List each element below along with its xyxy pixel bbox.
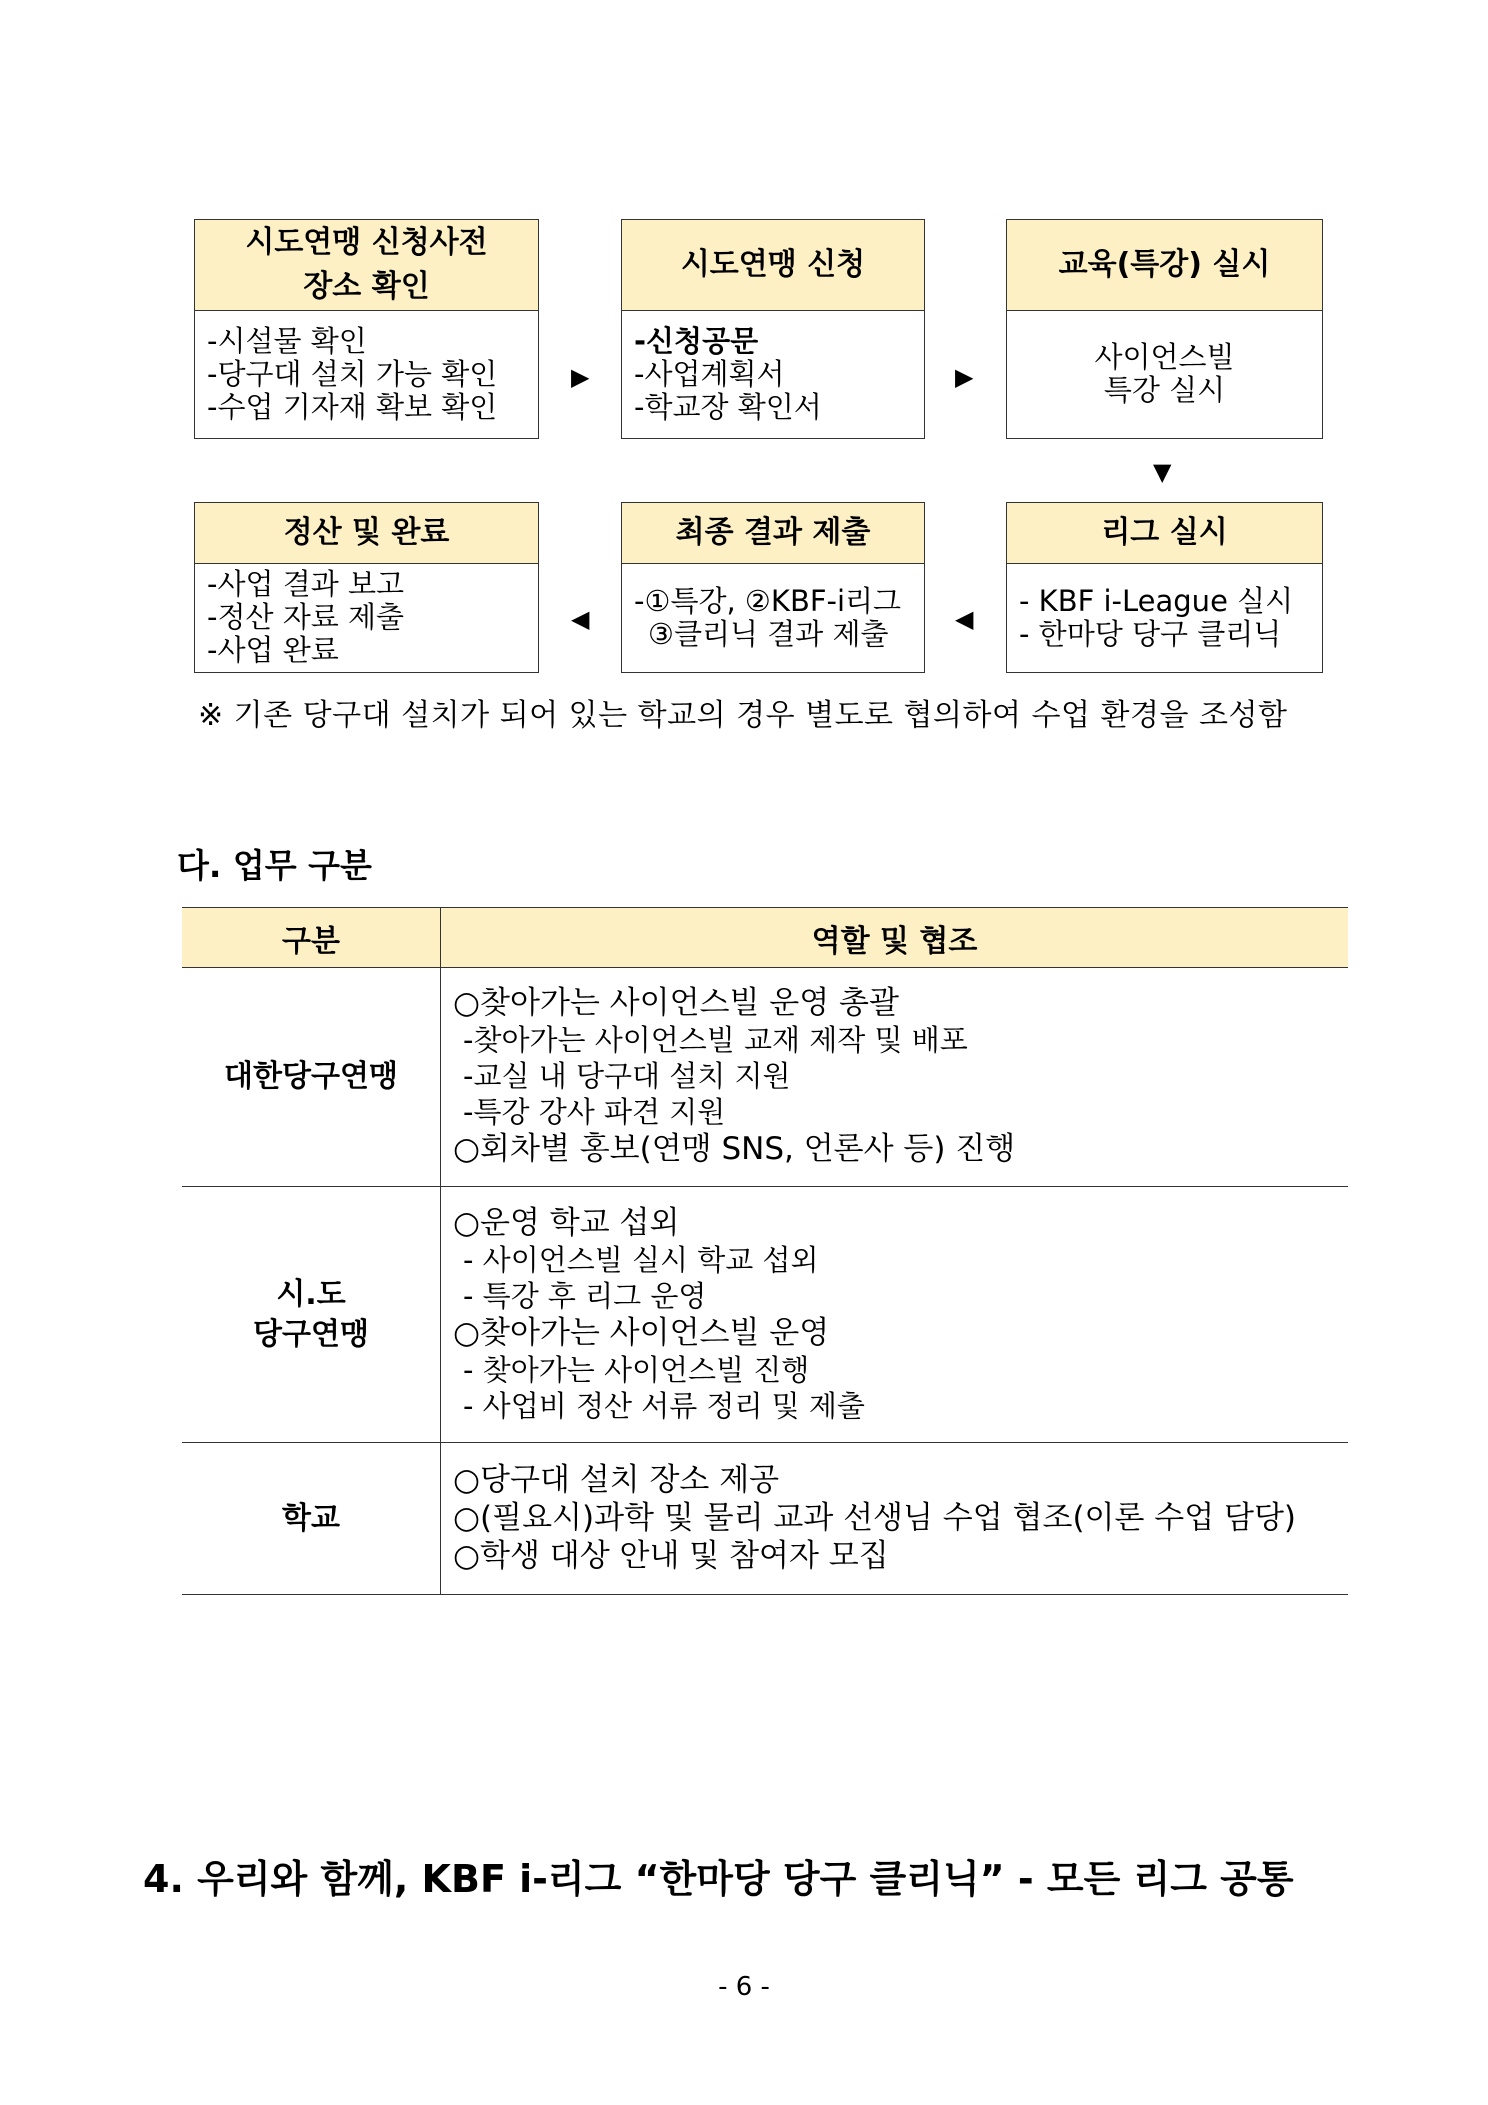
flow-item: -학교장 확인서 — [634, 389, 822, 424]
flow-step-2-title: 시도연맹 신청 — [622, 220, 924, 311]
flow-item: ③클리닉 결과 제출 — [648, 616, 889, 651]
org-cell — [182, 1443, 441, 1595]
flow-item: -수업 기자재 확보 확인 — [207, 389, 498, 424]
role-subitem: - 사이언스빌 실시 학교 섭외 — [463, 1242, 819, 1277]
flow-step-5-body — [622, 564, 924, 671]
role-subitem: -특강 강사 파견 지원 — [463, 1095, 726, 1129]
role-item: ○(필요시)과학 및 물리 교과 선생님 수업 협조(이론 수업 담당) — [453, 1499, 1297, 1536]
flow-item: -①특강, ②KBF-i리그 — [634, 583, 902, 618]
flow-step-1-title — [195, 220, 538, 311]
roles-cell — [441, 1187, 1349, 1443]
section-title: 다. 업무 구분 — [177, 846, 372, 885]
flow-step-4-body — [1007, 564, 1322, 671]
table-row — [182, 1187, 1348, 1443]
flow-step-6-title: 정산 및 완료 — [195, 503, 538, 564]
arrow-left-icon: ◀ — [571, 605, 590, 633]
flow-step-5-title: 최종 결과 제출 — [622, 503, 924, 564]
flow-item: - 한마당 당구 클리닉 — [1019, 616, 1282, 651]
flow-step-3-body — [1007, 311, 1322, 437]
role-item: ○학생 대상 안내 및 참여자 모집 — [453, 1537, 889, 1574]
role-subitem: -찾아가는 사이언스빌 교재 제작 및 배포 — [463, 1023, 968, 1057]
table-header-row — [182, 908, 1348, 968]
org-name: 시.도 — [276, 1276, 346, 1312]
role-subitem: - 특강 후 리그 운영 — [463, 1278, 707, 1313]
flow-step-2 — [621, 219, 925, 439]
role-subitem: -교실 내 당구대 설치 지원 — [463, 1059, 791, 1093]
flow-item: 특강 실시 — [1103, 373, 1226, 407]
flow-step-3-title: 교육(특강) 실시 — [1007, 220, 1322, 311]
roles-cell — [441, 1443, 1349, 1595]
table-header-category: 구분 — [182, 908, 441, 968]
flow-step-1-title-line2: 장소 확인 — [303, 269, 430, 304]
roles-table — [182, 907, 1348, 1595]
table-row — [182, 1443, 1348, 1595]
flow-item: -정산 자료 제출 — [207, 600, 404, 634]
flow-item: - KBF i-League 실시 — [1019, 583, 1294, 618]
table-row — [182, 968, 1348, 1187]
flow-step-2-body — [622, 311, 924, 437]
role-item: ○운영 학교 섭외 — [453, 1204, 680, 1241]
flow-item: 사이언스빌 — [1094, 340, 1235, 374]
page-number: - 6 - — [718, 1972, 770, 2002]
flow-item: -당구대 설치 가능 확인 — [207, 356, 498, 391]
role-subitem: - 찾아가는 사이언스빌 진행 — [463, 1352, 810, 1387]
table-header-roles: 역할 및 협조 — [441, 908, 1349, 968]
flow-step-3 — [1006, 219, 1323, 439]
roles-cell — [441, 968, 1349, 1187]
flow-note: ※ 기존 당구대 설치가 되어 있는 학교의 경우 별도로 협의하여 수업 환경을 조성함 — [198, 698, 1288, 733]
flow-step-4 — [1006, 502, 1323, 673]
roles-table-body — [182, 968, 1348, 1595]
role-item: ○찾아가는 사이언스빌 운영 — [453, 1314, 830, 1351]
flow-item: -사업계획서 — [634, 356, 785, 391]
org-name: 학교 — [282, 1500, 340, 1536]
org-name: 당구연맹 — [253, 1316, 369, 1352]
arrow-down-icon: ▼ — [1153, 458, 1172, 486]
flow-item: -신청공문 — [634, 323, 759, 358]
flow-item: -사업 결과 보고 — [207, 567, 404, 601]
flow-item: -사업 완료 — [207, 633, 339, 667]
flow-step-6 — [194, 502, 539, 673]
flow-step-5 — [621, 502, 925, 673]
flow-step-6-body — [195, 564, 538, 671]
flow-step-1-body — [195, 311, 538, 437]
flow-step-1-title-line1: 시도연맹 신청사전 — [245, 225, 488, 260]
arrow-left-icon: ◀ — [955, 605, 974, 633]
flow-step-1 — [194, 219, 539, 439]
arrow-right-icon: ▶ — [571, 363, 590, 391]
role-item: ○당구대 설치 장소 제공 — [453, 1461, 780, 1498]
org-cell — [182, 968, 441, 1187]
role-subitem: - 사업비 정산 서류 정리 및 제출 — [463, 1388, 865, 1423]
arrow-right-icon: ▶ — [955, 363, 974, 391]
heading-4: 4. 우리와 함께, KBF i-리그 “한마당 당구 클리닉” - 모든 리그 공통 — [143, 1857, 1294, 1901]
org-cell — [182, 1187, 441, 1443]
org-name: 대한당구연맹 — [224, 1059, 398, 1094]
flow-step-4-title: 리그 실시 — [1007, 503, 1322, 564]
role-item: ○찾아가는 사이언스빌 운영 총괄 — [453, 985, 899, 1021]
role-item: ○회차별 홍보(연맹 SNS, 언론사 등) 진행 — [453, 1131, 1016, 1167]
flow-item: -시설물 확인 — [207, 323, 367, 358]
